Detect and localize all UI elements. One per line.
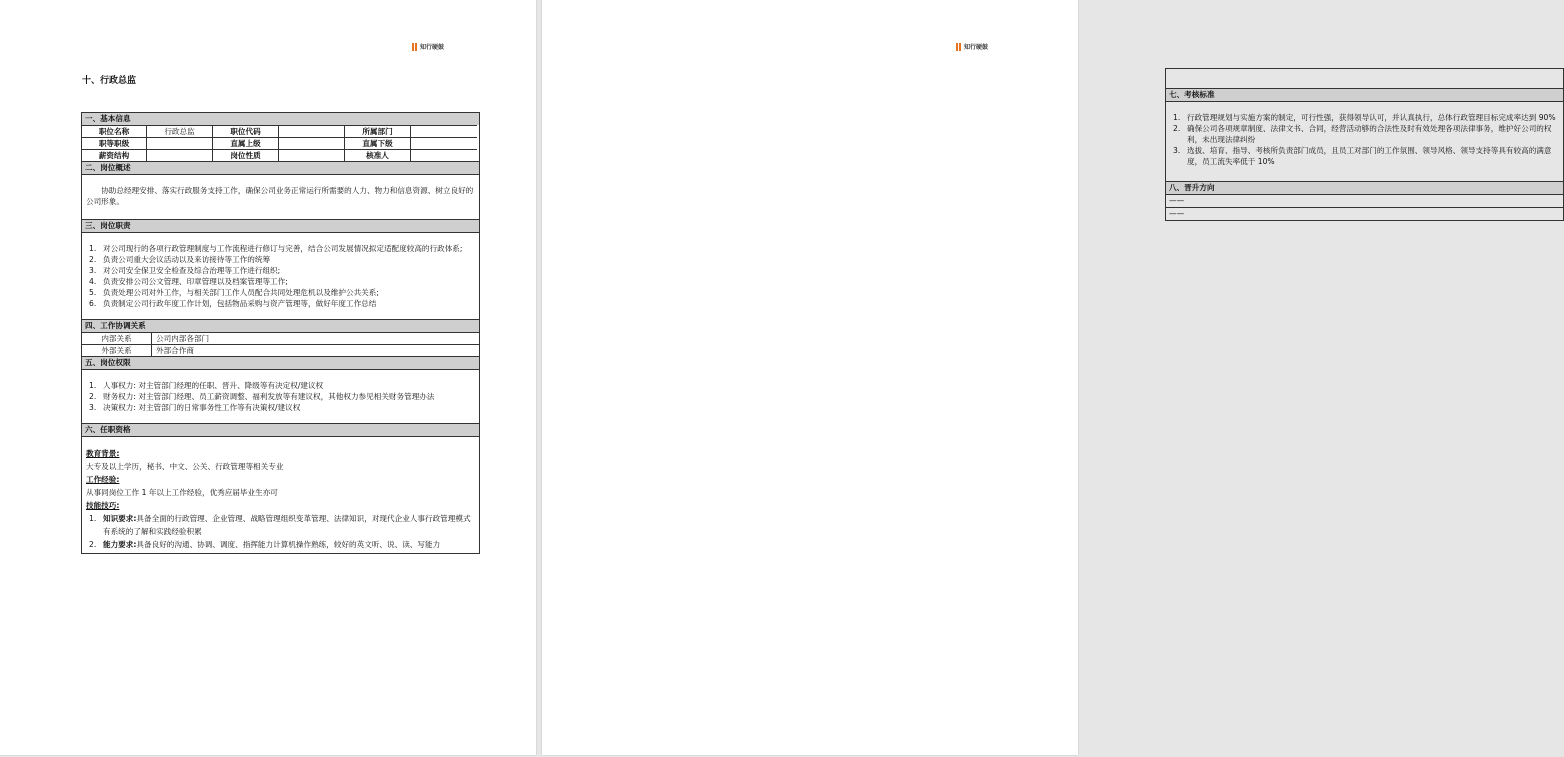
- list-item: 1. 对公司现行的各项行政管理制度与工作流程进行修订与完善，结合公司发展情况拟定适配度较高的行政体系;: [89, 244, 463, 253]
- assessment-body: [1166, 101, 1563, 181]
- cell-value: [410, 149, 477, 161]
- list-item: 2. 负责公司重大会议活动以及来访接待等工作的统筹: [89, 255, 271, 264]
- list-item: 2. 能力要求:具备良好的沟通、协调、调度、指挥能力计算机操作熟练，较好的英文听、说、读、写能力: [89, 540, 441, 549]
- cell-label: 岗位性质: [212, 149, 278, 161]
- cell-value: [278, 149, 344, 161]
- list-item: 3. 选拔、培育、指导、考核所负责部门成员，且员工对部门的工作氛围、领导风格、领导支持等具有较高的满意度，员工流失率低于 10%: [1173, 146, 1552, 166]
- authority-body: [82, 369, 479, 423]
- list-item: 1. 行政管理规划与实施方案的制定，可行性强，获得领导认可，并认真执行，总体行政管理目标完成率达到 90%: [1173, 113, 1556, 122]
- section-heading-qualifications: 六、任职资格: [82, 423, 479, 436]
- cell-label: 直属上级: [212, 137, 278, 149]
- section-heading-basic: 一、基本信息: [82, 113, 479, 125]
- logo-mark-icon: [956, 43, 961, 51]
- list-item: 5. 负责处理公司对外工作，与相关部门工作人员配合共同处理危机以及维护公共关系;: [89, 288, 379, 297]
- list-item: 2. 确保公司各项规章制度、法律文书、合同，经营活动够的合法性及时有效处理各项法律事务，维护好公司的权利，未出现法律纠纷: [1173, 124, 1552, 144]
- experience-label: 工作经验:: [86, 475, 120, 484]
- list-item: 1. 知识要求:具备全面的行政管理、企业管理、战略管理组织变革管理、法律知识，对现代企业人事行政管理模式有系统的了解和实践经验积累: [89, 514, 471, 536]
- relation-value: 外部合作商: [152, 344, 479, 356]
- cell-label: 所属部门: [344, 125, 410, 137]
- authority-list: [86, 380, 475, 413]
- relation-value: 公司内部各部门: [152, 332, 479, 344]
- list-item: 2. 财务权力: 对主管部门经理、员工薪资调整、福利发放等有建议权，其他权力参见相关财务管理办法: [89, 392, 435, 401]
- section-heading-relations: 四、工作协调关系: [82, 319, 479, 332]
- cell-value: 行政总监: [146, 125, 212, 137]
- education-label: 教育背景:: [86, 449, 120, 458]
- relation-label: 外部关系: [82, 344, 152, 356]
- basic-info-grid: [82, 125, 479, 161]
- cell-value: [146, 137, 212, 149]
- cell-label: 职等职级: [82, 137, 146, 149]
- cell-label: 直属下级: [344, 137, 410, 149]
- cell-value: [146, 149, 212, 161]
- section-heading-duties: 三、岗位职责: [82, 219, 479, 232]
- cell-label: 薪资结构: [82, 149, 146, 161]
- duties-list: [86, 243, 475, 309]
- cell-label: 职位名称: [82, 125, 146, 137]
- education-text: 大专及以上学历，秘书、中文、公关、行政管理等相关专业: [86, 462, 284, 471]
- list-item: 6. 负责制定公司行政年度工作计划，包括物品采购与资产管理等，做好年度工作总结: [89, 299, 377, 308]
- promotion-line: ——: [1166, 207, 1563, 220]
- list-item: 3. 决策权力: 对主管部门的日常事务性工作等有决策权/建议权: [89, 403, 301, 412]
- cell-value: [278, 137, 344, 149]
- overview-text: 协助总经理安排、落实行政服务支持工作，确保公司业务正常运行所需要的人力、物力和信息资源、树立良好的公司形象。: [86, 186, 474, 206]
- document-page-2: [542, 0, 1556, 755]
- list-item: 1. 人事权力: 对主管部门经理的任职、晋升、降级等有决定权/建议权: [89, 381, 324, 390]
- logo-text: 知行硬鼓: [420, 44, 445, 51]
- overview-body: [82, 174, 479, 219]
- skills-label: 技能技巧:: [86, 501, 120, 510]
- page-title: 十、行政总监: [82, 76, 137, 86]
- experience-text: 从事同岗位工作 1 年以上工作经验，优秀应届毕业生亦可: [86, 488, 278, 497]
- relation-label: 内部关系: [82, 332, 152, 344]
- job-description-table-continued: [1165, 68, 1564, 221]
- job-description-table: [81, 112, 480, 554]
- cell-label: 核准人: [344, 149, 410, 161]
- section-heading-overview: 二、岗位概述: [82, 161, 479, 174]
- document-page-1: [0, 0, 536, 755]
- relations-grid: [82, 332, 479, 356]
- section-heading-assessment: 七、考核标准: [1166, 88, 1563, 101]
- cell-value: [278, 125, 344, 137]
- section-heading-authority: 五、岗位权限: [82, 356, 479, 369]
- promotion-line: ——: [1166, 194, 1563, 207]
- company-logo: [412, 42, 444, 51]
- cell-value: [410, 137, 477, 149]
- section-heading-promotion: 八、晋升方向: [1166, 181, 1563, 194]
- cell-value: [410, 125, 477, 137]
- blank-row: [1166, 69, 1563, 88]
- company-logo: [956, 42, 988, 51]
- list-item: 4. 负责安排公司公文管理、印章管理以及档案管理等工作;: [89, 277, 288, 286]
- list-item: 3. 对公司安全保卫安全检查及综合治理等工作进行组织;: [89, 266, 281, 275]
- assessment-list: [1170, 112, 1559, 167]
- cell-label: 职位代码: [212, 125, 278, 137]
- logo-mark-icon: [412, 43, 417, 51]
- logo-text: 知行硬鼓: [964, 44, 989, 51]
- duties-body: [82, 232, 479, 319]
- skills-list: [86, 512, 475, 551]
- qualifications-body: [82, 436, 479, 553]
